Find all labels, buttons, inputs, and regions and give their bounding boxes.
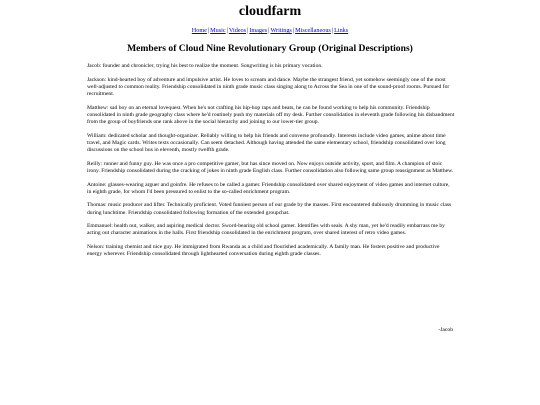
nav-separator: | (226, 27, 228, 34)
member-paragraph: Emmanuel: health nut, walker, and aspiring medical doctor. Sword-bearing old school gamer. Identifies with seals. A shy man, yet he'd readily embarrass me by acting out character animations in the halls. First friendship consolidated in the enrichment program, over shared interest of retro video games. (87, 223, 445, 237)
nav-separator: | (292, 27, 295, 34)
signature: -Jacob (438, 327, 453, 333)
nav-separator: | (247, 27, 249, 34)
member-descriptions (87, 63, 455, 258)
nav-separator: | (207, 27, 210, 34)
nav-link-miscellaneous[interactable]: Miscellaneous (295, 27, 331, 34)
nav-link-home[interactable]: Home (191, 27, 207, 34)
nav-separator: | (331, 27, 334, 34)
page-title: Members of Cloud Nine Revolutionary Group (Original Descriptions) (127, 43, 413, 54)
nav-link-images[interactable]: Images (249, 27, 268, 34)
member-paragraph: Nelson: training chemist and nice guy. He immigrated from Rwanda as a child and flourished academically. A family man. He fosters positive and productive energy wherever. Friendship consolidated through lighthearted conversation during eighth grade classes. (87, 244, 440, 258)
member-paragraph: Jackson: kind-hearted boy of adventure and impulsive artist. He loves to scream and dance. Maybe the strangest friend, yet somehow seemingly one of the most well-adjusted to common reality. Friendship consolidated in ninth grade music class singing along to Across the Sea in one of the sound-proof rooms. Pursued for recruitment. (87, 76, 450, 97)
member-paragraph: Antoine: glasses-wearing arguer and goinfre. He refuses to be called a gamer. Friendship consolidated over shared enjoyment of video games and internet culture, in eighth grade, for whom I'd been pressured to enlist to the so-called enrichment program. (87, 181, 450, 195)
top-navigation (0, 27, 540, 35)
nav-link-music[interactable]: Music (210, 27, 226, 34)
member-paragraph: Thomas: music producer and lifter. Technically proficient. Voted funniest person of our grade by the masses. First encountered dubiously drumming in music class during lunchtime. Friendship consolidated following formation of the extended groupchat. (87, 202, 452, 216)
nav-separator: | (268, 27, 270, 34)
nav-link-videos[interactable]: Videos (228, 27, 247, 34)
member-paragraph: Matthew: sad boy on an eternal lovequest. When he's not crafting his hip-hop raps and beats, he can be found working to help his community. Friendship consolidated in ninth grade geography class where he'd routinely push my materials off my desk. Further consolidation in eleventh grade following his disbandment from the group of boyfriends one rank above in the social hierarchy and joining to our lower-tier group. (87, 104, 455, 125)
nav-link-writings[interactable]: Writings (270, 27, 292, 34)
site-title: cloudfarm (238, 4, 302, 19)
nav-link-links[interactable]: Links (334, 27, 349, 34)
member-paragraph: William: dedicated scholar and thought-organizer. Reliably willing to help his friends and converse profoundly. Interests include video games, anime about time travel, and Magic cards. Writes texts occasionally. Can seem detached. Although having attended the same elementary school, friendship consolidated over long discussions on the school bus in eleventh, mostly twelfth grade. (87, 132, 446, 153)
member-paragraph: Reilly: runner and funny guy. He was once a pro competitive gamer, but has since moved on. Now enjoys outside activity, sport, and film. A champion of stoic irony. Friendship consolidated during the cracking of jokes in ninth grade English class. Further consolidation also following same group reassignment as Matthew. (87, 160, 454, 174)
member-paragraph: Jacob: founder and chronicler, trying his best to realize the moment. Songwriting is his primary vocation. (87, 63, 323, 69)
